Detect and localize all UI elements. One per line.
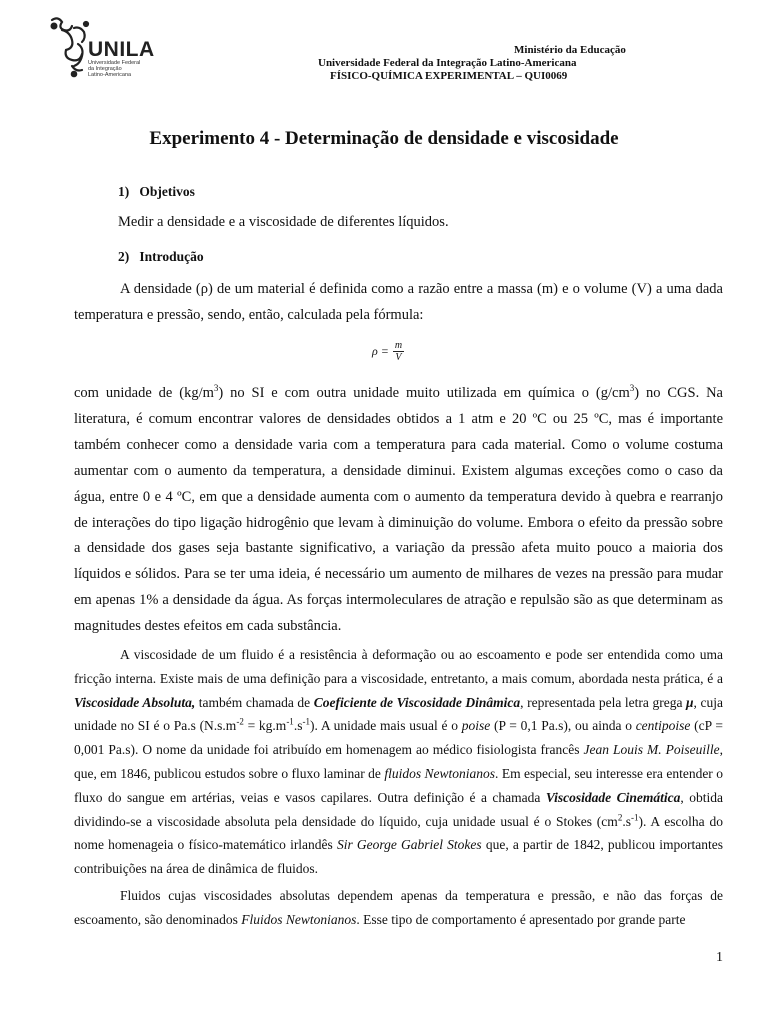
section-introducao-heading: 2) Introdução <box>118 249 204 264</box>
density-intro-paragraph: A densidade (ρ) de um material é definida como a razão entre a massa (m) e o volume (V) a uma dada temperatura e pressão, sendo, então, calculada pela fórmula: <box>74 281 723 323</box>
newtonian-fluids-paragraph: Fluidos cujas viscosidades absolutas dependem apenas da temperatura e pressão, e não das forças de escoamento, são denominados Fluidos Newtonianos. Esse tipo de comportamento é apresentado por grande parte <box>74 888 723 927</box>
logo-text <box>88 40 155 78</box>
logo-wordmark: UNILA <box>88 38 155 61</box>
formula-fraction <box>393 340 404 363</box>
university-line: Universidade Federal da Integração Latino-Americana <box>318 57 577 69</box>
logo-subtitle-1: Universidade Federal <box>88 60 141 66</box>
formula-denominator: V <box>395 352 402 363</box>
course-line: FÍSICO-QUÍMICA EXPERIMENTAL – QUI0069 <box>330 70 568 82</box>
viscosity-paragraph: A viscosidade de um fluido é a resistência à deformação ou ao escoamento e pode ser entendida como uma fricção interna. Existe mais de uma definição para a viscosidade, entretanto, a mais comum, abordada nesta prática, é a Viscosidade Absoluta, também chamada de Coeficiente de Viscosidade Dinâmica, representada pela letra grega μ, cuja unidade no SI é o Pa.s $(N.s.m^{-2} = kg.m^{-1}.s^{-1})$. A unidade mais usual é o poise (P = 0,1 Pa.s), ou ainda o centipoise (cP = 0,001 Pa.s). O nome da unidade foi atribuído em homenagem ao médico fisiologista francês Jean Louis M. Poiseuille, que, em 1846, publicou estudos sobre o fluxo laminar de fluidos Newtonianos. Em especial, seu interesse era entender o fluxo do sangue em artérias, veias e vasos capilares. Outra definição é a chamada Viscosidade Cinemática, obtida dividindo-se a viscosidade absoluta pela densidade do líquido, cuja unidade usual é o Stokes $(cm^2.s^{-1})$. A escolha do nome homenageia o físico-matemático irlandês Sir George Gabriel Stokes que, a partir de 1842, publicou importantes contribuições na área de dinâmica de fluidos. <box>74 647 724 877</box>
density-formula <box>372 340 404 363</box>
ministry-line: Ministério da Educação <box>514 44 626 56</box>
density-paragraph: com unidade de $(kg/m^3)$ no SI e com outra unidade muito utilizada em química o $(g/cm^3)$ no CGS. Na literatura, é comum encontrar valores de densidades obtidos a 1 atm e 20 ºC ou 25 ºC, mas é importante também conhecer como a densidade varia com a temperatura para cada material. Como o volume costuma aumentar com o aumento da temperatura, a densidade diminui. Existem algumas exceções como o caso da água, entre 0 e 4 ºC, em que a densidade aumenta com o aumento da temperatura devido à quebra e rearranjo de interações do tipo ligação hidrogênio que levam à diminuição do volume. Embora o efeito da pressão sobre a densidade dos gases seja bastante significativo, a variação da pressão afeta muito pouco a maioria dos líquidos e sólidos. Para se ter uma ideia, é necessário um aumento de milhares de vezes na pressão para mudar em apenas 1% a densidade da água. As forças intermoleculares de atração e repulsão são as que determinam as magnitudes destes efeitos em cada substância. <box>74 383 723 635</box>
formula-numerator: m <box>394 340 403 351</box>
formula-lhs: ρ = <box>372 344 389 358</box>
logo-subtitle-2: da Integração <box>88 66 122 72</box>
page-number: 1 <box>716 950 723 965</box>
objetivos-text: Medir a densidade e a viscosidade de diferentes líquidos. <box>118 214 449 230</box>
document-title: Experimento 4 - Determinação de densidade e viscosidade <box>149 128 619 149</box>
logo-subtitle-3: Latino-Americana <box>88 72 132 78</box>
section-objetivos-heading: 1) Objetivos <box>118 184 195 199</box>
